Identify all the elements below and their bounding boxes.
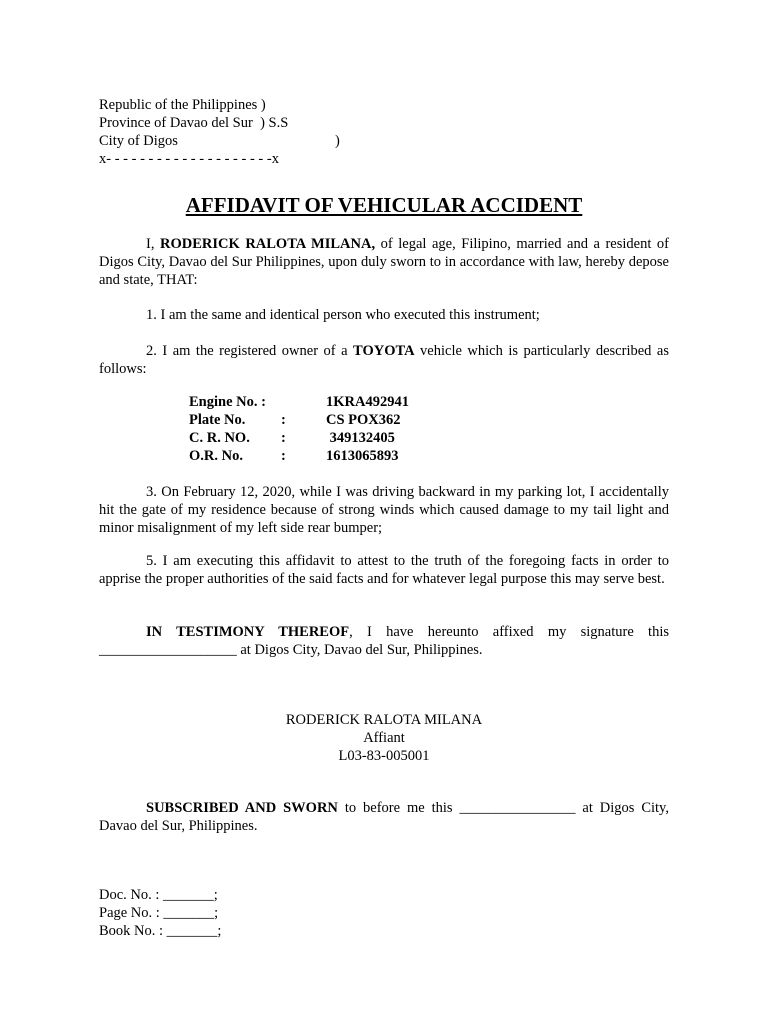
item-1-text: 1. I am the same and identical person who executed this instrument; <box>146 307 540 323</box>
detail-colon: : <box>281 430 286 446</box>
testimony-paragraph <box>99 623 669 659</box>
detail-value: 1613065893 <box>326 448 399 464</box>
venue-province: Province of Davao del Sur ) S.S <box>99 115 289 131</box>
vehicle-detail-row <box>189 393 449 411</box>
jurat-lead: SUBSCRIBED AND SWORN <box>146 800 338 816</box>
detail-value: CS POX362 <box>326 412 401 428</box>
testimony-text: , I have hereunto affixed my signature this ___________________ at Digos City, Davao del Sur, Philippines. <box>99 624 669 658</box>
page-number: Page No. : _______; <box>99 905 219 921</box>
item-2-after: vehicle which is particularly described as follows: <box>99 343 669 377</box>
affiant-name: RODERICK RALOTA MILANA <box>285 712 483 728</box>
detail-label: O.R. No. <box>189 448 243 464</box>
vehicle-brand: TOYOTA <box>353 343 415 359</box>
intro-text: of legal age, Filipino, married and a resident of Digos City, Davao del Sur Philippines, upon duly sworn to in accordance with law, hereby depose and state, THAT: <box>99 236 669 288</box>
item-5-text: 5. I am executing this affidavit to attest to the truth of the foregoing facts in order to apprise the proper authorities of the said facts and for whatever legal purpose this may serve best. <box>99 553 669 587</box>
item-3-paragraph <box>99 483 669 537</box>
vehicle-detail-row <box>189 411 449 429</box>
vehicle-detail-row <box>189 429 449 447</box>
detail-value: 349132405 <box>326 430 395 446</box>
doc-number: Doc. No. : _______; <box>99 887 218 903</box>
item-5-paragraph <box>99 552 669 588</box>
vehicle-detail-row <box>189 447 449 465</box>
venue-city-name: City of Digos <box>99 133 178 149</box>
detail-label: Engine No. : <box>189 394 266 410</box>
detail-value: 1KRA492941 <box>326 394 409 410</box>
detail-label: Plate No. <box>189 412 246 428</box>
detail-label: C. R. NO. <box>189 430 250 446</box>
venue-city <box>99 132 340 150</box>
intro-paragraph <box>99 235 669 289</box>
venue-block <box>99 96 340 168</box>
venue-city-paren: ) <box>335 133 340 149</box>
affiant-role: Affiant <box>363 730 405 746</box>
affiant-name-intro: RODERICK RALOTA MILANA, <box>160 236 376 252</box>
affiant-id: L03-83-005001 <box>338 748 430 764</box>
detail-colon: : <box>281 412 286 428</box>
intro-prefix: I, <box>146 236 161 252</box>
jurat-paragraph <box>99 799 669 835</box>
venue-republic: Republic of the Philippines ) <box>99 97 266 113</box>
item-2-before: 2. I am the registered owner of a <box>146 343 354 359</box>
item-2-paragraph <box>99 342 669 378</box>
jurat-text: to before me this ________________ at Digos City, Davao del Sur, Philippines. <box>99 800 669 834</box>
vehicle-details <box>189 393 449 465</box>
testimony-lead: IN TESTIMONY THEREOF <box>146 624 350 640</box>
item-3-text: 3. On February 12, 2020, while I was driving backward in my parking lot, I accidentally hit the gate of my residence because of strong winds which caused damage to my tail light and minor misalignment of my left side rear bumper; <box>99 484 669 536</box>
item-1-paragraph <box>99 306 669 324</box>
document-title: AFFIDAVIT OF VEHICULAR ACCIDENT <box>185 193 583 217</box>
venue-separator: x- - - - - - - - - - - - - - - - - - - -x <box>99 151 279 167</box>
book-number: Book No. : _______; <box>99 923 222 939</box>
detail-colon: : <box>281 448 286 464</box>
notary-register <box>99 886 221 940</box>
signature-block <box>0 711 768 765</box>
